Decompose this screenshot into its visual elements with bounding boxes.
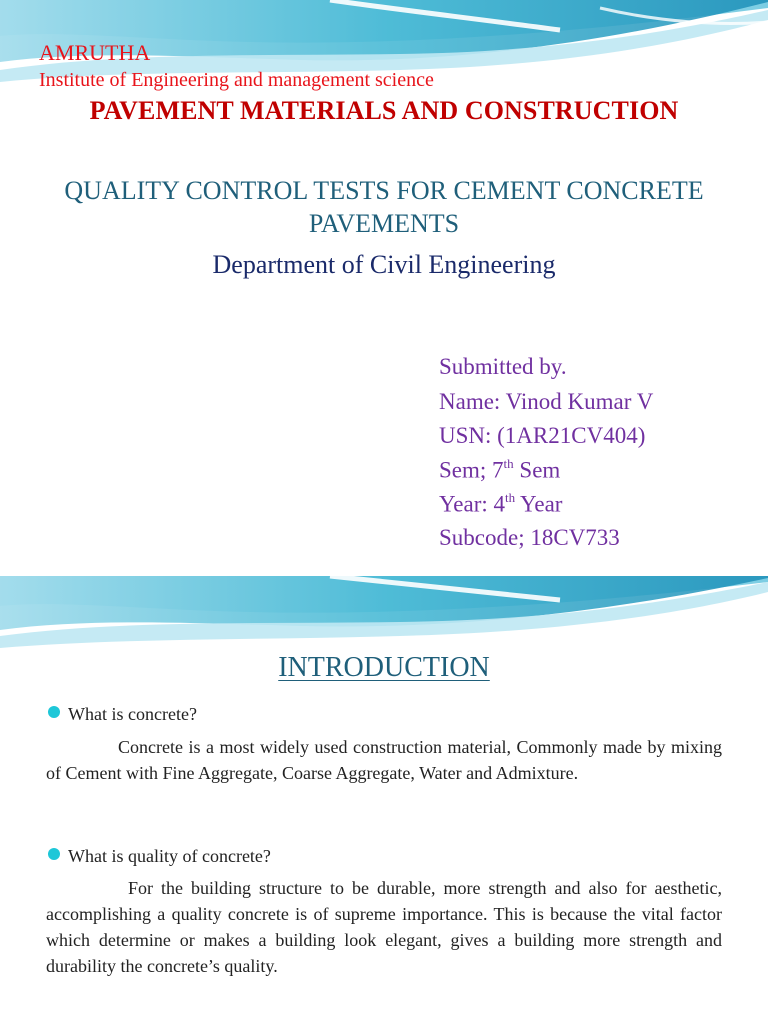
course-title: PAVEMENT MATERIALS AND CONSTRUCTION <box>89 96 679 125</box>
question-1: What is concrete? <box>68 704 197 724</box>
student-usn: USN: (1AR21CV404) <box>439 423 646 448</box>
bullet-icon <box>48 706 60 718</box>
bullet-icon <box>48 848 60 860</box>
answer-2: For the building structure to be durable, more strength and also for aesthetic, accomplishing a quality concrete is of supreme importance. This is because the vital factor which determine or makes a building look elegant, gives a building more strength and durability the concrete’s quality. <box>46 878 722 976</box>
institute-name: Institute of Engineering and management science <box>39 69 434 91</box>
semester: Sem; 7th Sem <box>439 456 561 483</box>
answer-1: Concrete is a most widely used construction material, Commonly made by mixing of Cement with Fine Aggregate, Coarse Aggregate, Water and Admixture. <box>46 737 722 783</box>
submitted-by-label: Submitted by. <box>439 354 567 379</box>
question-2: What is quality of concrete? <box>68 846 271 866</box>
department-name: Department of Civil Engineering <box>212 250 556 279</box>
student-name: Name: Vinod Kumar V <box>439 389 654 414</box>
brand-name: AMRUTHA <box>39 40 151 65</box>
section-heading: INTRODUCTION <box>278 652 490 683</box>
subject-code: Subcode; 18CV733 <box>439 525 620 550</box>
year: Year: 4th Year <box>439 490 563 512</box>
topic-title: QUALITY CONTROL TESTS FOR CEMENT CONCRETE PAVEMENTS <box>64 176 704 238</box>
